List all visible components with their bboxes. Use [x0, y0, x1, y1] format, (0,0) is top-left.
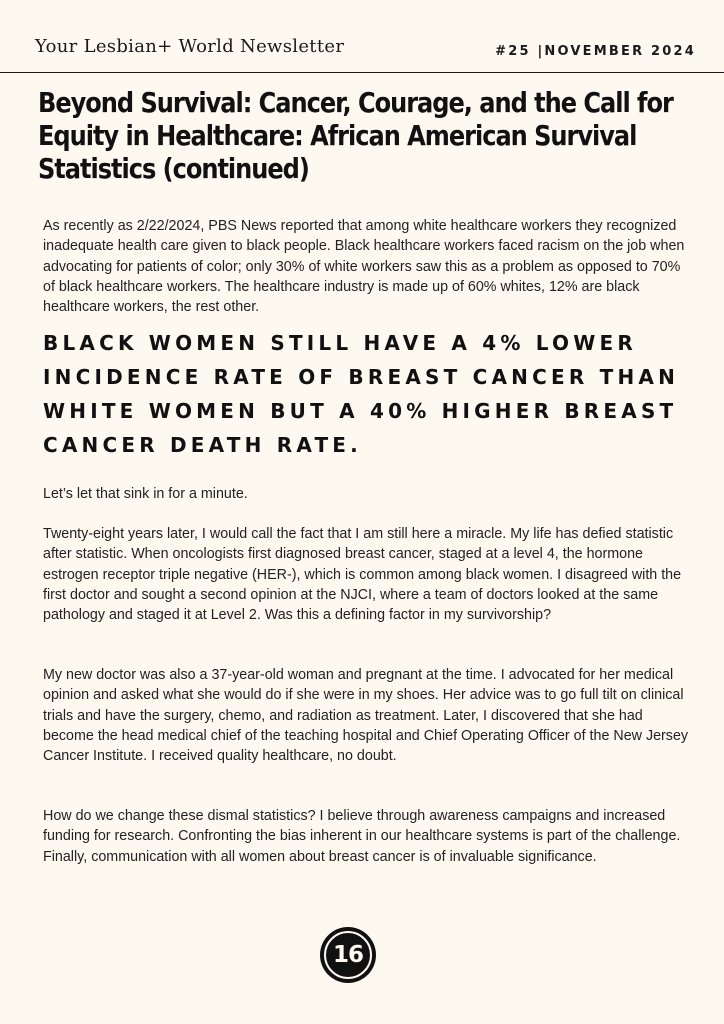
newsletter-title: Your Lesbian+ World Newsletter — [35, 36, 345, 57]
page-number: 16 — [332, 942, 363, 968]
body-paragraph: Let’s let that sink in for a minute. — [43, 486, 248, 502]
issue-label: #25 |NOVEMBER 2024 — [495, 44, 696, 59]
pull-quote: BLACK WOMEN STILL HAVE A 4% LOWER INCIDENCE RATE OF BREAST CANCER THAN WHITE WOMEN BUT A 40% HIGHER BREAST CANCER DEATH RATE. — [43, 331, 680, 457]
page-number-ring — [324, 931, 372, 979]
intro-paragraph: As recently as 2/22/2024, PBS News reported that among white healthcare workers they recognized inadequate health care given to black people. Black healthcare workers faced racism on the job when advocating for patients of color; only 30% of white workers saw this as a problem as opposed to 70% of black healthcare workers. The healthcare industry is made up of 60% whites, 12% are black healthcare workers, the rest other. — [43, 218, 685, 316]
body-paragraph: How do we change these dismal statistics? I believe through awareness campaigns and increased funding for research. Confronting the bias inherent in our healthcare systems is part of the challenge. Finally, communication with all women about breast cancer is of invaluable significance. — [43, 808, 681, 865]
body-paragraph: My new doctor was also a 37-year-old woman and pregnant at the time. I advocated for her medical opinion and asked what she would do if she were in my shoes. Her advice was to go full tilt on clinical trials and have the surgery, chemo, and radiation as treatment. Later, I discovered that she had become the head medical chief of the teaching hospital and Chief Operating Officer of the New Jersey Cancer Institute. I received quality healthcare, no doubt. — [43, 667, 689, 765]
article-headline: Beyond Survival: Cancer, Courage, and the Call for Equity in Healthcare: African American Survival Statistics (continued) — [38, 86, 673, 185]
page-number-badge — [320, 927, 376, 983]
masthead — [0, 0, 724, 73]
body-paragraph: Twenty-eight years later, I would call the fact that I am still here a miracle. My life has defied statistic after statistic. When oncologists first diagnosed breast cancer, staged at a level 4, the hormone estrogen receptor triple negative (HER-), which is common among black women. I disagreed with the first doctor and sought a second opinion at the NJCI, where a team of doctors looked at the same pathology and staged it at Level 2. Was this a defining factor in my survivorship? — [43, 526, 682, 624]
